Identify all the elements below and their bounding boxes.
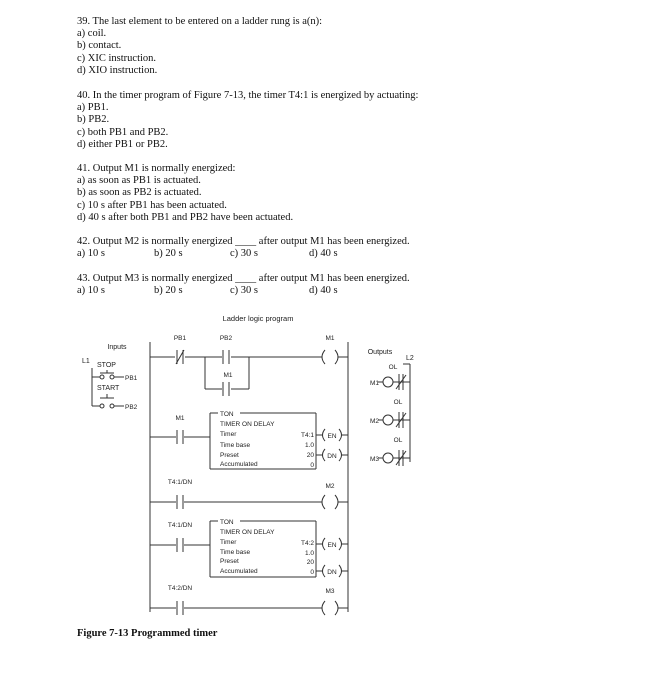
ladder-diagram [0,305,647,625]
timer1-tb-value: 1.0 [304,442,314,449]
timer1-timer-label: Timer [220,431,237,438]
option: c) 30 s [230,248,258,260]
timer2-dn: DN [327,569,337,576]
stop-label: STOP [97,362,116,369]
rung-4 [150,519,348,577]
option: b) PB2. [77,114,110,126]
option: a) 10 s [77,248,105,260]
m2-coil [322,495,325,509]
rung-1 [150,335,348,396]
timer2-acc-value: 0 [310,569,314,576]
timer2-preset-label: Preset [220,558,239,565]
option: d) 40 s [309,248,338,260]
timer2-name: TIMER ON DELAY [220,529,275,536]
t41dn-contact2-label: T4:1/DN [167,522,193,529]
timer1-name: TIMER ON DELAY [220,421,275,428]
outputs-label: Outputs [367,349,393,356]
question-stem: 43. Output M3 is normally energized ____ after output M1 has been energized. [77,273,410,284]
timer2-timer-value: T4:2 [300,540,314,547]
option: b) 20 s [154,285,183,297]
figure-caption: Figure 7-13 Programmed timer [77,628,218,639]
m1-output-label: M1 [370,380,380,387]
timer2-timer-label: Timer [220,539,237,546]
timer2-en: EN [327,542,337,549]
t42dn-contact-label: T4:2/DN [167,585,193,592]
m3-coil [322,601,325,615]
timer1-acc-label: Accumulated [220,461,258,468]
pb2-input-label: PB2 [125,404,138,411]
timer1-acc-value: 0 [310,462,314,469]
question-43 [77,273,410,297]
timer2-ton: TON [220,519,234,526]
timer2-acc-label: Accumulated [220,568,258,575]
m2-output-label: M2 [370,418,380,425]
m3-output-coil [383,453,393,463]
m3-output-label: M3 [370,456,380,463]
option: c) 30 s [230,285,258,297]
stop-terminal [100,375,104,379]
option: d) XIO instruction. [77,64,158,76]
diagram-title: Ladder logic program [222,314,294,323]
l1-label: L1 [82,358,90,365]
question-40 [77,90,418,151]
question-stem: 42. Output M2 is normally energized ____ after output M1 has been energized. [77,236,410,247]
option: b) 20 s [154,248,183,260]
m1-seal-label: M1 [223,372,233,379]
option: b) contact. [77,40,122,52]
option: b) as soon as PB2 is actuated. [77,187,202,199]
question-stem: 41. Output M1 is normally energized: [77,163,236,174]
start-terminal [100,404,104,408]
timer1-en: EN [327,433,337,440]
m3-coil-label: M3 [325,588,335,595]
question-39 [77,16,322,77]
rung-2 [150,411,348,469]
l2-label: L2 [406,355,414,362]
timer1-preset-label: Preset [220,452,239,459]
t41dn-contact-label: T4:1/DN [167,479,193,486]
option: a) coil. [77,28,107,40]
ol2-label: OL [393,399,403,406]
question-41 [77,163,293,224]
m2-output-coil [383,415,393,425]
m1-output-coil [383,377,393,387]
timer1-timer-value: T4:1 [300,432,314,439]
rung-5 [150,585,348,615]
timer1-dn: DN [327,453,337,460]
rung-3 [150,479,348,509]
pb1-input-label: PB1 [125,375,138,382]
start-label: START [97,385,120,392]
timer1-tb-label: Time base [220,442,251,449]
question-stem: 40. In the timer program of Figure 7-13, the timer T4:1 is energized by actuating: [77,90,419,101]
question-stem: 39. The last element to be entered on a ladder rung is a(n): [77,16,323,27]
timer2-tb-value: 1.0 [304,550,314,557]
timer2-preset-value: 20 [306,559,314,566]
pb2-contact-label: PB2 [219,335,233,342]
option: c) XIC instruction. [77,52,157,64]
pb1-contact-label: PB1 [173,335,187,342]
option: d) 40 s after both PB1 and PB2 have been actuated. [77,211,294,223]
timer1-preset-value: 20 [306,452,314,459]
option: c) both PB1 and PB2. [77,126,169,138]
timer1-ton: TON [220,411,234,418]
option: d) 40 s [309,285,338,297]
option: a) PB1. [77,102,109,114]
ol3-label: OL [393,437,403,444]
m1-contact-label: M1 [175,415,185,422]
timer2-tb-label: Time base [220,549,251,556]
option: a) as soon as PB1 is actuated. [77,175,201,187]
m1-coil-label: M1 [325,335,335,342]
option: a) 10 s [77,285,105,297]
question-42 [77,236,410,260]
input-wiring [82,344,138,411]
option: c) 10 s after PB1 has been actuated. [77,199,227,211]
output-wiring [368,349,414,466]
inputs-label: Inputs [107,344,127,351]
option: d) either PB1 or PB2. [77,138,168,150]
m2-coil-label: M2 [325,483,335,490]
ol1-label: OL [388,364,398,371]
m1-coil [322,350,325,364]
